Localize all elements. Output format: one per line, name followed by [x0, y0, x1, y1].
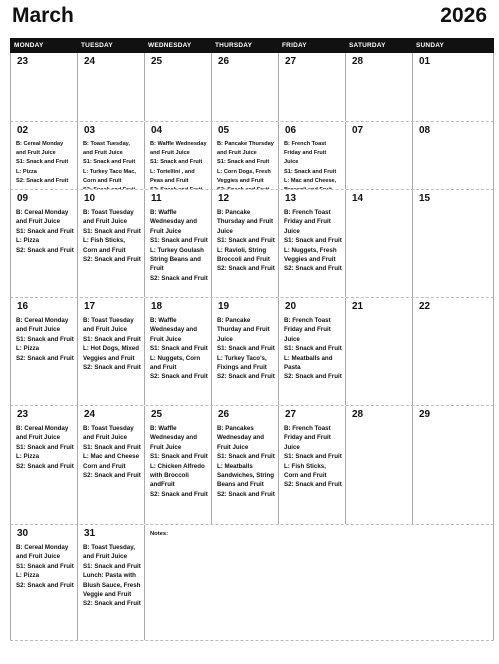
menu-line: S2: Snack and Fruit — [150, 274, 208, 282]
weekday-wednesday: WEDNESDAY — [148, 42, 192, 49]
menu-line: B: Waffle Wednesday and Fruit Juice — [150, 317, 197, 343]
menu-line: L: Pizza — [16, 168, 37, 175]
day-cell — [412, 298, 494, 405]
day-cell — [10, 298, 77, 405]
menu-line: L: Ravioli, String Broccoli and Fruit — [217, 246, 270, 264]
weekday-thursday: THURSDAY — [215, 42, 253, 49]
menu-line: S1: Snack and Fruit — [284, 168, 337, 175]
menu-line: B: Pancake Thursday and Fruit Juice — [217, 141, 274, 157]
menu-line: S1: Snack and Fruit — [150, 159, 203, 166]
day-cell — [10, 122, 77, 189]
day-cell — [211, 406, 278, 524]
menu-list — [83, 424, 141, 480]
calendar-week-row — [10, 122, 494, 190]
menu-line: S2: Snack and Fruit — [16, 581, 74, 589]
menu-line: L: Tortellini , and Peas and Fruit — [150, 168, 195, 184]
menu-line: S2: Snack and Fruit — [217, 373, 275, 381]
day-cell — [278, 122, 345, 189]
day-cell — [144, 406, 211, 524]
menu-line: L: Turkey Taco's, Fixings and Fruit — [217, 354, 267, 372]
day-cell — [77, 122, 144, 189]
menu-line: L: Hot Dogs, Mixed Veggies and Fruit — [83, 345, 140, 362]
menu-line: Lunch: Pasta with Blush Sauce, Fresh Veggie and Fruit — [83, 572, 141, 599]
day-cell — [77, 525, 144, 640]
menu-line: S1: Snack and Fruit — [83, 227, 141, 235]
menu-line: B: Pancakes Wednesday and Fruit Juice — [217, 425, 264, 451]
menu-line: B: Cereal Monday and Fruit Juice — [16, 544, 69, 561]
menu-line: S1: Snack and Fruit — [217, 237, 275, 245]
day-number: 23 — [17, 409, 29, 420]
menu-line: S1: Snack and Fruit — [150, 453, 208, 461]
menu-line: B: Toast Tuesday, and Fruit Juice — [83, 141, 130, 157]
menu-line: S1: Snack and Fruit — [83, 562, 141, 570]
menu-line: B: Cereal Monday and Fruit Juice — [16, 425, 69, 442]
calendar-week-row — [10, 53, 494, 122]
menu-line: L: Meatballs and Pasta — [284, 354, 333, 372]
day-number: 25 — [151, 409, 163, 420]
day-number: 12 — [218, 193, 230, 204]
day-cell — [144, 122, 211, 189]
menu-line: S1: Snack and Fruit — [16, 227, 74, 235]
day-cell — [345, 122, 412, 189]
day-number: 08 — [419, 125, 431, 136]
day-cell — [10, 406, 77, 524]
menu-line: S2: Snack and Fruit — [150, 373, 208, 381]
day-cell — [345, 190, 412, 297]
month-title: March — [12, 4, 74, 27]
menu-line: S1: Snack and Fruit — [16, 562, 74, 570]
day-cell — [77, 406, 144, 524]
menu-line: S2: Snack and Fruit — [284, 265, 342, 273]
menu-list — [284, 140, 342, 189]
menu-line: L: Chicken Alfredo with Broccoli andFruit — [150, 462, 205, 489]
menu-line: B: French Toast Friday and Fruit Juice — [284, 425, 331, 451]
day-number: 13 — [285, 193, 297, 204]
day-number: 26 — [218, 56, 230, 67]
calendar-week-row — [10, 525, 494, 641]
menu-line: S2: Snack and Fruit — [16, 177, 69, 184]
menu-list — [284, 316, 342, 382]
day-number: 05 — [218, 125, 230, 136]
notes-label: Notes: — [150, 531, 169, 537]
menu-line: B: Waffle Wednesday and Fruit Juice — [150, 141, 207, 157]
day-number: 22 — [419, 301, 431, 312]
menu-list — [16, 543, 74, 590]
menu-line: L: Pizza — [16, 572, 40, 580]
day-cell — [278, 298, 345, 405]
menu-line: B: Cereal Monday and Fruit Juice — [16, 209, 69, 226]
menu-list — [150, 208, 208, 283]
day-cell — [278, 406, 345, 524]
day-number: 18 — [151, 301, 163, 312]
day-cell — [211, 298, 278, 405]
menu-line: S1: Snack and Fruit — [217, 453, 275, 461]
menu-line: S2: Snack and Fruit — [83, 472, 141, 480]
day-number: 09 — [17, 193, 29, 204]
menu-line: S2: Snack and Fruit — [16, 462, 74, 470]
menu-line: S1: Snack and Fruit — [284, 237, 342, 245]
menu-line: B: Pancake Thursday and Fruit Juice — [217, 209, 274, 235]
day-number: 21 — [352, 301, 364, 312]
day-number: 06 — [285, 125, 297, 136]
menu-line: S1: Snack and Fruit — [83, 443, 141, 451]
menu-line: S2: Snack and Fruit — [284, 373, 342, 381]
menu-line: L: Mac and Cheese, — [284, 177, 337, 184]
calendar-header — [0, 0, 499, 38]
day-cell — [412, 190, 494, 297]
calendar-grid — [10, 38, 494, 641]
day-cell — [144, 190, 211, 297]
day-number: 04 — [151, 125, 163, 136]
menu-line: S2: Snack and Fruit — [217, 490, 275, 498]
day-number: 27 — [285, 409, 297, 420]
menu-line: B: Pancake Thurday and Fruit Juice — [217, 317, 270, 343]
menu-line: S2: Snack and Fruit — [83, 600, 141, 608]
menu-line: S2: Snack and Fruit — [83, 364, 141, 372]
day-cell — [77, 190, 144, 297]
menu-list — [217, 316, 275, 382]
menu-list — [16, 424, 74, 471]
day-number: 14 — [352, 193, 364, 204]
day-cell — [345, 53, 412, 121]
day-number: 24 — [84, 56, 96, 67]
menu-line: L: Nuggets, Fresh Veggies and Fruit — [284, 246, 337, 264]
calendar-week-row — [10, 190, 494, 298]
menu-line: B: Cereal Monday and Fruit Juice — [16, 141, 64, 157]
calendar-week-row — [10, 406, 494, 525]
menu-line: S1: Snack and Fruit — [16, 335, 74, 343]
day-cell — [144, 53, 211, 121]
weekday-saturday: SATURDAY — [349, 42, 386, 49]
day-number: 29 — [419, 409, 431, 420]
menu-line: B: French Toast Friday and Fruit Juice — [284, 141, 327, 166]
menu-line: B: Toast Tuesday and Fruit Juice — [83, 317, 134, 334]
menu-line: B: Waffle Wednesday and Fruit Juice — [150, 425, 197, 451]
menu-line: L: Pizza — [16, 453, 40, 461]
day-cell — [10, 190, 77, 297]
day-cell — [278, 53, 345, 121]
day-number: 03 — [84, 125, 96, 136]
day-cell — [10, 53, 77, 121]
menu-list — [83, 208, 141, 264]
day-number: 01 — [419, 56, 431, 67]
day-number: 26 — [218, 409, 230, 420]
day-number: 02 — [17, 125, 29, 136]
menu-list — [150, 140, 208, 189]
day-number: 28 — [352, 409, 364, 420]
menu-line: L: Nuggets, Corn and Fruit — [150, 354, 201, 372]
menu-line: S1: Snack and Fruit — [217, 345, 275, 353]
notes-area — [144, 525, 494, 640]
calendar-weeks — [10, 53, 494, 641]
menu-line: S2: Snack and Fruit — [16, 246, 74, 254]
calendar-week-row — [10, 298, 494, 406]
day-cell — [211, 122, 278, 189]
menu-line: S2: Snack and Fruit — [83, 256, 141, 264]
menu-line: L: Corn Dogs, Fresh Veggies and Fruit — [217, 168, 271, 184]
menu-line: B: Toast Tuesday, and Fruit Juice — [83, 544, 135, 561]
menu-line: L: Fish Sticks, Corn and Fruit — [83, 237, 126, 254]
day-cell — [211, 190, 278, 297]
weekday-tuesday: TUESDAY — [81, 42, 113, 49]
menu-list — [83, 543, 141, 609]
weekday-sunday: SUNDAY — [416, 42, 445, 49]
menu-line: S1: Snack and Fruit — [16, 159, 69, 166]
day-number: 15 — [419, 193, 431, 204]
day-number: 25 — [151, 56, 163, 67]
menu-line: S2: Snack and Fruit — [284, 481, 342, 489]
day-cell — [412, 122, 494, 189]
menu-line: B: French Toast Friday and Fruit Juice — [284, 209, 331, 235]
day-cell — [144, 298, 211, 405]
day-number: 07 — [352, 125, 364, 136]
menu-line: B: Waffle Wednesday and Fruit Juice — [150, 209, 197, 235]
menu-line: L: Turkey Taco Mac, Corn and Fruit — [83, 168, 136, 184]
day-cell — [345, 298, 412, 405]
menu-line: L: Turkey Goulash String Beans and Fruit — [150, 246, 204, 273]
menu-list — [150, 424, 208, 499]
menu-line: B: Cereal Monday and Fruit Juice — [16, 317, 69, 334]
menu-line: S1: Snack and Fruit — [150, 237, 208, 245]
day-number: 10 — [84, 193, 96, 204]
menu-list — [16, 208, 74, 255]
menu-line: B: Toast Tuesday and Fruit Juice — [83, 425, 134, 442]
day-cell — [10, 525, 77, 640]
day-cell — [211, 53, 278, 121]
day-number: 16 — [17, 301, 29, 312]
menu-line: L: Fish Sticks, Corn and Fruit — [284, 462, 327, 480]
menu-line: S2: Snack and Fruit — [150, 490, 208, 498]
day-number: 24 — [84, 409, 96, 420]
day-cell — [345, 406, 412, 524]
day-number: 31 — [84, 528, 96, 539]
menu-list — [83, 140, 141, 189]
menu-line: S1: Snack and Fruit — [150, 345, 208, 353]
menu-list — [150, 316, 208, 382]
day-number: 27 — [285, 56, 297, 67]
menu-list — [284, 208, 342, 274]
menu-line: B: Toast Tuesday and Fruit Juice — [83, 209, 134, 226]
weekday-friday: FRIDAY — [282, 42, 307, 49]
day-number: 11 — [151, 193, 162, 204]
menu-line: L: Mac and Cheese Corn and Fruit — [83, 453, 140, 470]
menu-line — [150, 186, 208, 189]
day-number: 23 — [17, 56, 29, 67]
year-title: 2026 — [440, 4, 487, 27]
menu-line: S1: Snack and Fruit — [83, 335, 141, 343]
menu-line: L: Pizza — [16, 345, 40, 353]
menu-line: S1: Snack and Fruit — [284, 453, 342, 461]
weekday-header-row — [10, 38, 494, 53]
day-number: 30 — [17, 528, 29, 539]
menu-line — [217, 186, 275, 189]
day-cell — [412, 53, 494, 121]
menu-list — [16, 140, 74, 186]
weekday-monday: MONDAY — [14, 42, 44, 49]
menu-list — [284, 424, 342, 490]
day-cell — [77, 298, 144, 405]
day-number: 19 — [218, 301, 230, 312]
menu-line: L: Pizza — [16, 237, 40, 245]
menu-line: L: Meatballs Sandwiches, String Beans and Fruit — [217, 462, 275, 489]
menu-line: S2: Snack and Fruit — [16, 354, 74, 362]
day-cell — [77, 53, 144, 121]
menu-list — [16, 316, 74, 363]
day-number: 20 — [285, 301, 297, 312]
day-number: 17 — [84, 301, 96, 312]
day-cell — [412, 406, 494, 524]
day-number: 28 — [352, 56, 364, 67]
menu-line: S1: Snack and Fruit — [16, 443, 74, 451]
menu-list — [217, 208, 275, 274]
menu-line — [83, 186, 141, 189]
day-cell — [278, 190, 345, 297]
menu-list — [83, 316, 141, 372]
menu-list — [217, 424, 275, 499]
menu-line: S1: Snack and Fruit — [83, 159, 136, 166]
menu-line: S1: Snack and Fruit — [217, 159, 270, 166]
menu-list — [217, 140, 275, 189]
menu-line: S1: Snack and Fruit — [284, 345, 342, 353]
menu-line: B: French Toast Friday and Fruit Juice — [284, 317, 331, 343]
menu-line: S2: Snack and Fruit — [217, 265, 275, 273]
